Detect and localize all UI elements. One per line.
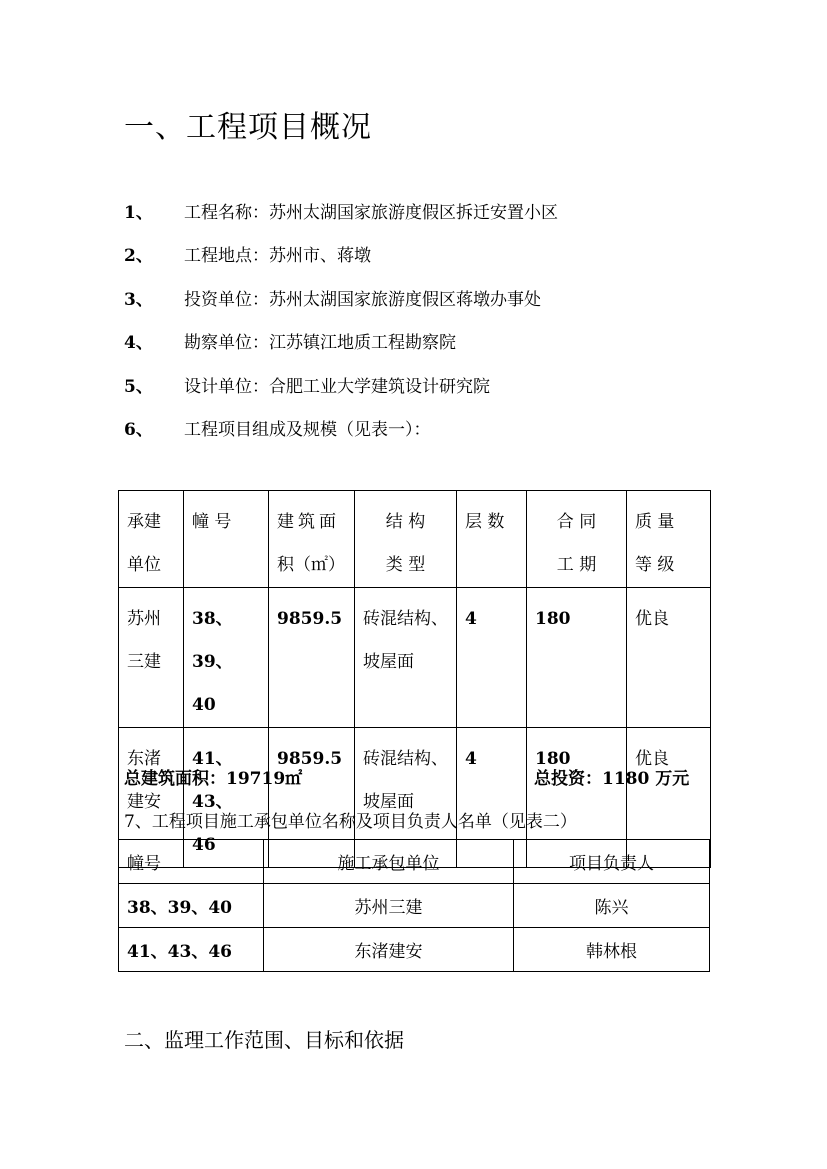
table-cell: 东渚建安 — [264, 928, 514, 972]
header-cell: 层 数 — [457, 491, 527, 588]
section-1-title: 一、工程项目概况 — [124, 110, 372, 145]
table-cell: 41、43、46 — [119, 928, 264, 972]
list-item: 6、 工程项目组成及规模（见表一）： — [124, 420, 431, 440]
table-cell: 优良 — [627, 728, 711, 868]
header-cell: 承建 单位 — [119, 491, 184, 588]
table-cell: 38、39、 40 — [184, 588, 269, 728]
table-cell: 陈兴 — [514, 884, 710, 928]
table-cell: 180 — [527, 728, 627, 868]
table-cell: 38、39、40 — [119, 884, 264, 928]
table-cell: 砖混结构、 坡屋面 — [355, 588, 457, 728]
table-cell: 9859.5 — [269, 588, 355, 728]
header-cell: 幢 号 — [184, 491, 269, 588]
table-row — [119, 928, 710, 972]
table-cell: 优良 — [627, 588, 711, 728]
table-cell: 砖混结构、 坡屋面 — [355, 728, 457, 868]
section-2-title: 二、监理工作范围、目标和依据 — [124, 1028, 404, 1052]
table-cell: 苏州 三建 — [119, 588, 184, 728]
table-cell: 东渚 建安 — [119, 728, 184, 868]
total-investment: 总投资：1180 万元 — [534, 769, 690, 789]
table-cell: 韩林根 — [514, 928, 710, 972]
header-cell: 合 同 工 期 — [527, 491, 627, 588]
list-item: 1、 工程名称：苏州太湖国家旅游度假区拆迁安置小区 — [124, 203, 558, 223]
header-cell: 建筑面 积（㎡） — [269, 491, 355, 588]
table-row — [119, 588, 711, 728]
table-cell: 41、43、 46 — [184, 728, 269, 868]
list-item: 3、 投资单位：苏州太湖国家旅游度假区蒋墩办事处 — [124, 290, 541, 310]
contractor-table — [118, 839, 710, 972]
table-header-row — [119, 840, 710, 884]
table-cell: 9859.5 — [269, 728, 355, 868]
header-cell: 结 构 类 型 — [355, 491, 457, 588]
list-item: 4、 勘察单位：江苏镇江地质工程勘察院 — [124, 333, 456, 353]
total-area: 总建筑面积：19719㎡ — [124, 769, 303, 789]
table-cell: 4 — [457, 588, 527, 728]
header-cell: 质 量 等 级 — [627, 491, 711, 588]
list-item: 2、 工程地点：苏州市、蒋墩 — [124, 246, 371, 266]
table-header-row — [119, 491, 711, 588]
table-cell: 4 — [457, 728, 527, 868]
header-cell: 幢号 — [119, 840, 264, 884]
list-item: 5、 设计单位：合肥工业大学建筑设计研究院 — [124, 377, 490, 397]
table-cell: 180 — [527, 588, 627, 728]
list-item: 7、工程项目施工承包单位名称及项目负责人名单（见表二） — [124, 812, 577, 832]
table-row — [119, 884, 710, 928]
header-cell: 项目负责人 — [514, 840, 710, 884]
header-cell: 施工承包单位 — [264, 840, 514, 884]
table-cell: 苏州三建 — [264, 884, 514, 928]
